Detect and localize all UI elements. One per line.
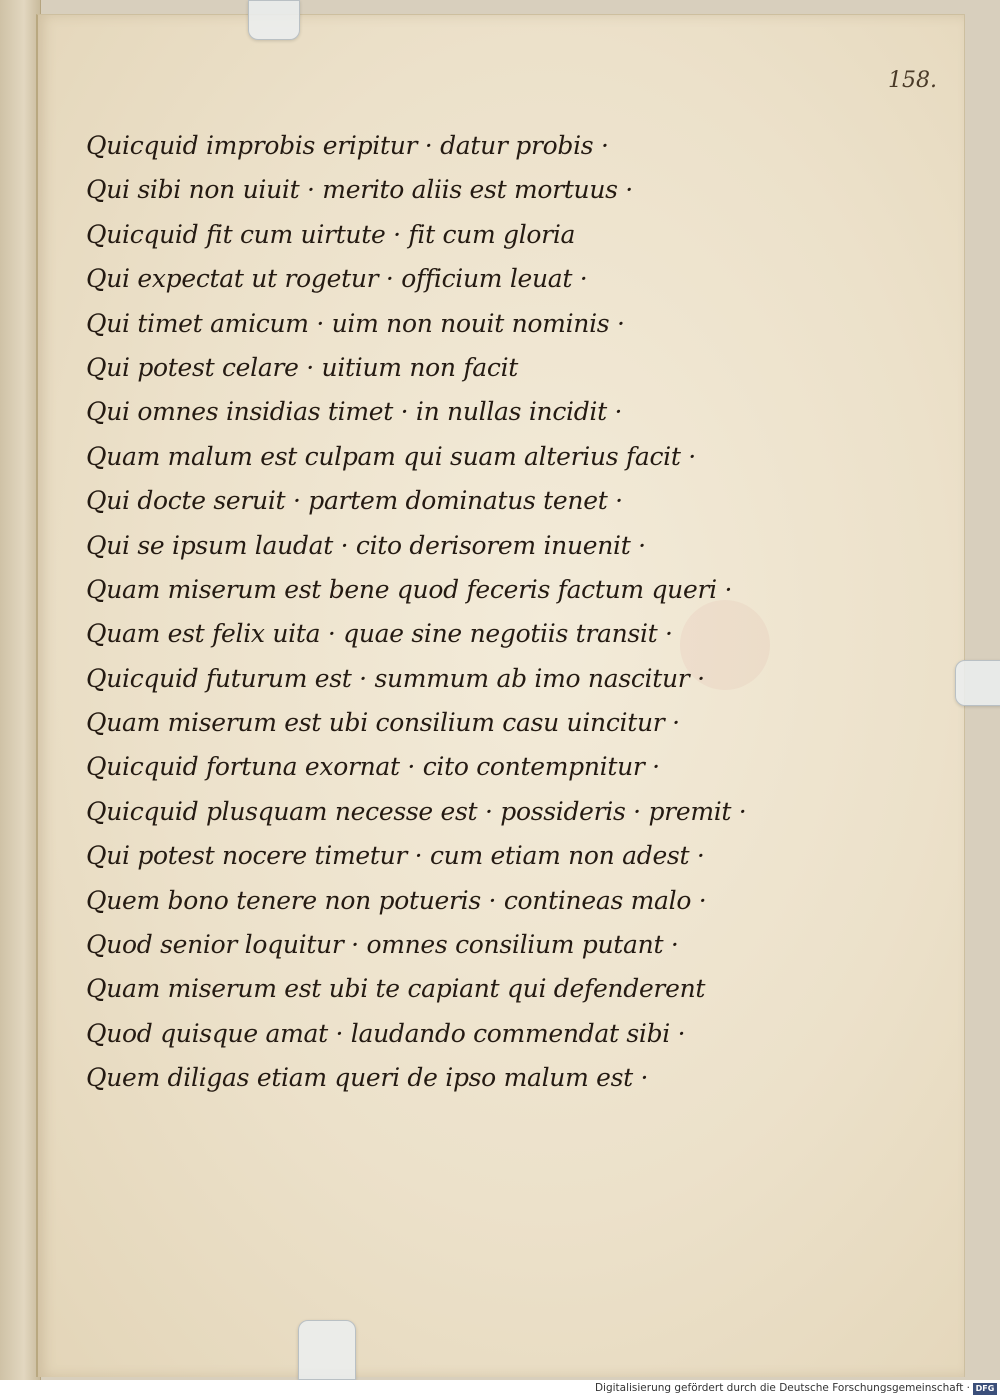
bottom-page-clip [298,1320,356,1380]
text-line: Quicquid futurum est · summum ab imo nascitur · [86,663,705,693]
footer-credit: Digitalisierung gefördert durch die Deutsche Forschungsgemeinschaft · [594,1382,970,1394]
text-line: Qui expectat ut rogetur · officium leuat · [86,264,588,294]
text-line: Quem diligas etiam queri de ipso malum est · [86,1063,649,1093]
text-line: Qui timet amicum · uim non nouit nominis · [86,308,625,338]
text-line: Quam est felix uita · quae sine negotiis transit · [86,619,673,649]
text-line: Qui docte seruit · partem dominatus tenet · [86,486,623,516]
text-line: Quicquid fit cum uirtute · fit cum gloria [86,219,576,249]
manuscript-text [86,124,747,1101]
right-page-clip [955,660,1000,706]
text-line: Quicquid improbis eripitur · datur probis · [86,131,609,160]
text-line: Quam miserum est bene quod feceris factum queri · [86,574,733,604]
text-line: Qui potest nocere timetur · cum etiam non adest · [86,841,705,871]
text-line: Qui se ipsum laudat · cito derisorem inuenit · [86,530,646,560]
previous-leaf-edge [0,0,41,1380]
text-line: Quod senior loquitur · omnes consilium putant · [86,930,679,960]
text-line: Quicquid plusquam necesse est · possideris · premit · [86,796,747,826]
text-line: Quicquid fortuna exornat · cito contempnitur · [86,752,660,782]
text-line: Qui sibi non uiuit · merito aliis est mortuus · [86,175,633,205]
text-line: Quam miserum est ubi te capiant qui defenderent [86,974,706,1004]
text-line: Quem bono tenere non potueris · contineas malo · [86,885,707,915]
top-page-clip [248,0,300,40]
text-line: Quod quisque amat · laudando commendat sibi · [86,1018,686,1048]
text-line: Qui omnes insidias timet · in nullas incidit · [86,397,623,427]
text-line: Qui potest celare · uitium non facit [86,352,519,382]
footer-bar [0,1380,1000,1398]
text-line: Quam miserum est ubi consilium casu uincitur · [86,708,680,738]
folio-number: 158. [888,68,937,93]
dfg-logo[interactable]: DFG [973,1383,997,1395]
text-line: Quam malum est culpam qui suam alterius facit · [86,441,696,471]
